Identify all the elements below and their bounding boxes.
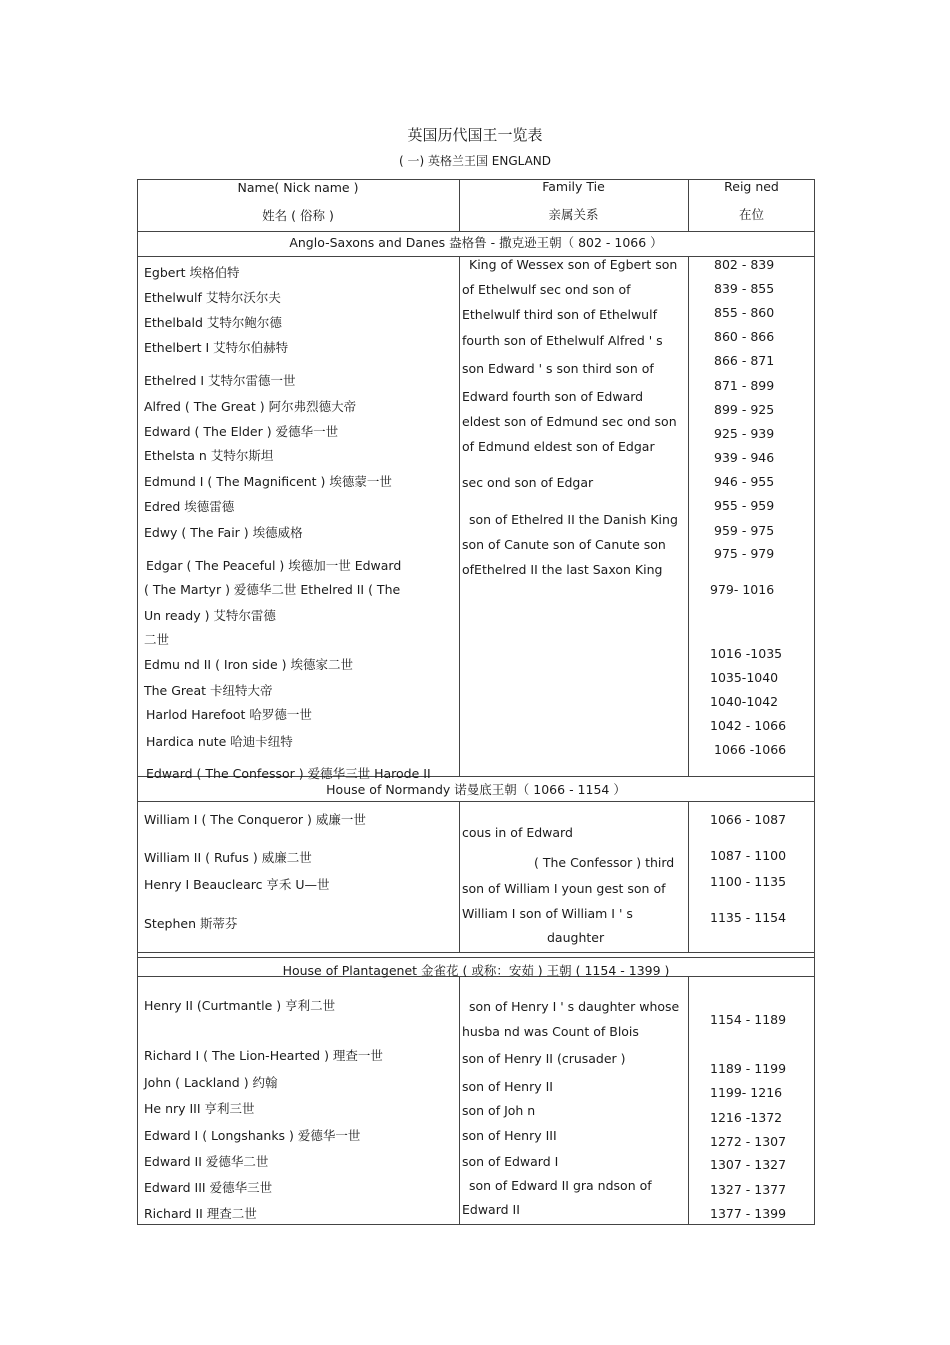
reign-years: 899 - 925 <box>714 402 775 417</box>
king-name: Ethelwulf 艾特尔沃尔夫 <box>144 290 281 305</box>
family-tie: son of Edward I <box>462 1154 559 1169</box>
reign-years: 855 - 860 <box>714 305 775 320</box>
king-name: Egbert 埃格伯特 <box>144 265 240 280</box>
header-name-zh: 姓名 ( 俗称 ) <box>262 208 334 223</box>
king-name: Henry II (Curtmantle ) 亨利二世 <box>144 998 336 1013</box>
section-heading-plantagenet: House of Plantagenet 金雀花 ( 或称：安茹 ) 王朝 ( 1154 - 1399 ) <box>282 963 670 978</box>
family-tie: Edward II <box>462 1202 520 1217</box>
header-reign-zh: 在位 <box>738 207 764 222</box>
king-name: Edward ( The Confessor ) 爱德华三世 Harode II <box>146 766 431 781</box>
king-name: He nry III 亨利三世 <box>144 1101 255 1116</box>
section-3-top-divider <box>137 952 815 953</box>
reign-years: 1066 -1066 <box>714 742 787 757</box>
col-divider-1-sec3 <box>459 976 460 1225</box>
reign-years: 1042 - 1066 <box>710 718 787 733</box>
family-tie: sec ond son of Edgar <box>462 475 594 490</box>
reign-years: 939 - 946 <box>714 450 775 465</box>
king-name: Henry I Beauclearc 亨禾 U—世 <box>144 877 330 892</box>
reign-years: 1199- 1216 <box>710 1085 783 1100</box>
reign-years: 1016 -1035 <box>710 646 783 661</box>
king-name: Harlod Harefoot 哈罗德一世 <box>146 707 312 722</box>
king-name: Alfred ( The Great ) 阿尔弗烈德大帝 <box>144 399 357 414</box>
section-heading-normandy: House of Normandy 诺曼底王朝（ 1066 - 1154 ） <box>326 782 626 797</box>
family-tie: husba nd was Count of Blois <box>462 1024 639 1039</box>
family-tie: of Ethelwulf sec ond son of <box>462 282 631 297</box>
section-heading-anglo-saxons: Anglo-Saxons and Danes 盎格鲁 - 撒克逊王朝（ 802 - 1066 ） <box>289 235 663 250</box>
family-tie: William I son of William I ' s <box>462 906 633 921</box>
king-name: Ethelred I 艾特尔雷德一世 <box>144 373 296 388</box>
king-name: William II ( Rufus ) 威廉二世 <box>144 850 312 865</box>
reign-years: 1327 - 1377 <box>710 1182 787 1197</box>
col-divider-2-sec1 <box>688 256 689 776</box>
king-name: William I ( The Conqueror ) 威廉一世 <box>144 812 366 827</box>
reign-years: 1040-1042 <box>710 694 779 709</box>
king-name: Ethelbald 艾特尔鲍尔德 <box>144 315 282 330</box>
reign-years: 1307 - 1327 <box>710 1157 787 1172</box>
family-tie: of Edmund eldest son of Edgar <box>462 439 655 454</box>
family-tie: ofEthelred II the last Saxon King <box>462 562 663 577</box>
reign-years: 1216 -1372 <box>710 1110 783 1125</box>
family-tie: son of William I youn gest son of <box>462 881 666 896</box>
reign-years: 1087 - 1100 <box>710 848 787 863</box>
king-name: Edgar ( The Peaceful ) 埃德加一世 Edward <box>146 558 402 573</box>
family-tie: Ethelwulf third son of Ethelwulf <box>462 307 657 322</box>
family-tie: son of Canute son of Canute son <box>462 537 666 552</box>
king-name: Edred 埃德雷德 <box>144 499 235 514</box>
header-family-en: Family Tie <box>542 179 605 194</box>
king-name: Edmund I ( The Magnificent ) 埃德蒙一世 <box>144 474 392 489</box>
king-name: Un ready ) 艾特尔雷德 <box>144 608 276 623</box>
reign-years: 1066 - 1087 <box>710 812 787 827</box>
page-subtitle: ( 一) 英格兰王国 ENGLAND <box>398 154 552 168</box>
king-name: ( The Martyr ) 爱德华二世 Ethelred II ( The <box>144 582 401 597</box>
king-name: Edward ( The Elder ) 爱德华一世 <box>144 424 339 439</box>
family-tie: son of Henry I ' s daughter whose <box>469 999 680 1014</box>
reign-years: 955 - 959 <box>714 498 775 513</box>
reign-years: 839 - 855 <box>714 281 775 296</box>
reign-years: 1377 - 1399 <box>710 1206 787 1221</box>
reign-years: 946 - 955 <box>714 474 775 489</box>
page-title: 英国历代国王一览表 <box>407 126 543 144</box>
reign-years: 959 - 975 <box>714 523 775 538</box>
king-name: Edmu nd II ( Iron side ) 埃德家二世 <box>144 657 353 672</box>
family-tie: daughter <box>547 930 605 945</box>
section-2-heading-divider <box>137 801 815 802</box>
col-divider-1-sec1 <box>459 256 460 776</box>
family-tie: eldest son of Edmund sec ond son <box>462 414 677 429</box>
col-divider-1-sec2 <box>459 801 460 952</box>
header-family-zh: 亲属关系 <box>548 207 599 222</box>
king-name: Hardica nute 哈迪卡纽特 <box>146 734 293 749</box>
reign-years: 925 - 939 <box>714 426 775 441</box>
family-tie: son of Henry II <box>462 1079 553 1094</box>
family-tie: son of Joh n <box>462 1103 536 1118</box>
family-tie: fourth son of Ethelwulf Alfred ' s <box>462 333 663 348</box>
header-reign-en: Reig ned <box>724 179 779 194</box>
king-name: Edward I ( Longshanks ) 爱德华一世 <box>144 1128 361 1143</box>
header-name-en: Name( Nick name ) <box>237 180 359 195</box>
family-tie: Edward fourth son of Edward <box>462 389 644 404</box>
king-name: Richard II 理查二世 <box>144 1206 257 1221</box>
king-name: Stephen 斯蒂芬 <box>144 916 238 931</box>
king-name: Edward III 爱德华三世 <box>144 1180 273 1195</box>
family-tie: son of Ethelred II the Danish King <box>469 512 678 527</box>
section-3-top-divider-double <box>137 957 815 958</box>
family-tie: son of Edward II gra ndson of <box>469 1178 652 1193</box>
king-name: The Great 卡纽特大帝 <box>144 683 273 698</box>
reign-years: 1272 - 1307 <box>710 1134 787 1149</box>
reign-years: 1100 - 1135 <box>710 874 787 889</box>
family-tie: son of Henry III <box>462 1128 557 1143</box>
king-name: John ( Lackland ) 约翰 <box>144 1075 278 1090</box>
family-tie: King of Wessex son of Egbert son <box>469 257 678 272</box>
reign-years: 1189 - 1199 <box>710 1061 787 1076</box>
family-tie: son Edward ' s son third son of <box>462 361 654 376</box>
reign-years: 871 - 899 <box>714 378 775 393</box>
col-divider-2-sec3 <box>688 976 689 1225</box>
family-tie: ( The Confessor ) third <box>534 855 675 870</box>
family-tie: cous in of Edward <box>462 825 573 840</box>
family-tie: son of Henry II (crusader ) <box>462 1051 626 1066</box>
reign-years: 1154 - 1189 <box>710 1012 787 1027</box>
reign-years: 866 - 871 <box>714 353 775 368</box>
col-divider-2-sec2 <box>688 801 689 952</box>
king-name: Ethelsta n 艾特尔斯坦 <box>144 448 274 463</box>
king-name: Ethelbert I 艾特尔伯赫特 <box>144 340 289 355</box>
reign-years: 1135 - 1154 <box>710 910 787 925</box>
king-name: 二世 <box>144 632 170 647</box>
king-name: Edwy ( The Fair ) 埃德威格 <box>144 525 303 540</box>
reign-years: 1035-1040 <box>710 670 779 685</box>
reign-years: 802 - 839 <box>714 257 775 272</box>
reign-years: 979- 1016 <box>710 582 775 597</box>
reign-years: 860 - 866 <box>714 329 775 344</box>
king-name: Richard I ( The Lion-Hearted ) 理查一世 <box>144 1048 383 1063</box>
header-divider <box>137 231 815 232</box>
king-name: Edward II 爱德华二世 <box>144 1154 269 1169</box>
reign-years: 975 - 979 <box>714 546 775 561</box>
